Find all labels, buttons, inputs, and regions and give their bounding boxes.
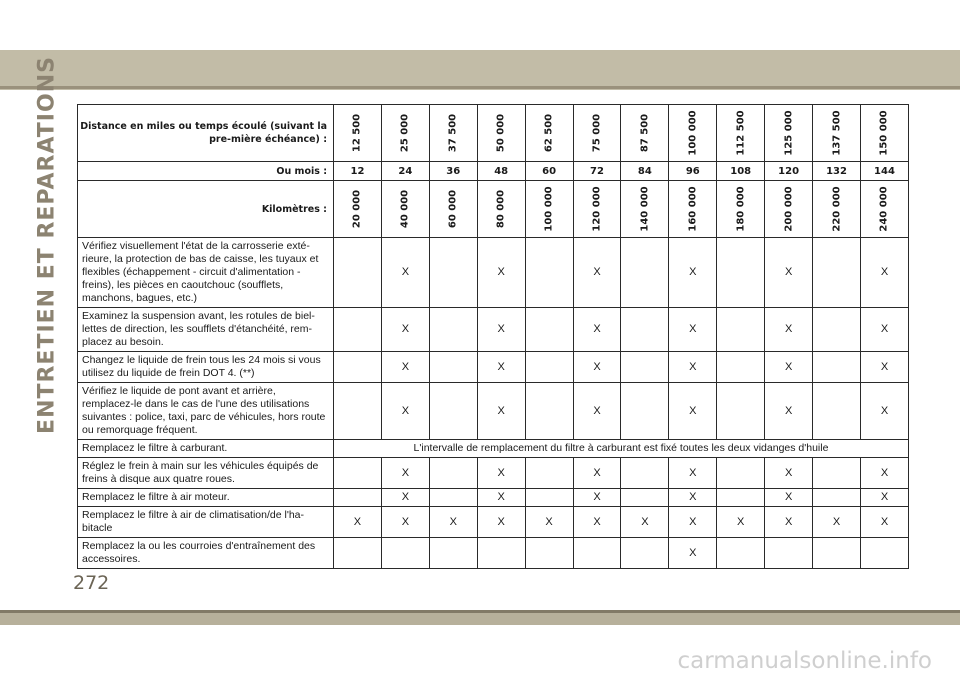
interval-mark: X [765, 458, 813, 489]
table-row [78, 538, 909, 569]
bottom-band-rule [0, 610, 960, 613]
interval-mark [621, 352, 669, 383]
interval-mark [621, 538, 669, 569]
interval-mark: X [765, 238, 813, 308]
interval-mark [621, 489, 669, 507]
interval-mark [621, 238, 669, 308]
miles-header-row-cell [525, 105, 573, 162]
months-value: 144 [860, 162, 908, 181]
interval-mark [717, 308, 765, 352]
interval-mark [525, 489, 573, 507]
interval-mark [860, 538, 908, 569]
interval-mark: X [477, 458, 525, 489]
km-header-row-label: Kilomètres : [78, 181, 334, 238]
miles-header-row [78, 105, 909, 162]
interval-mark [813, 458, 861, 489]
km-header-row-cell [573, 181, 621, 238]
interval-mark [525, 308, 573, 352]
interval-mark [621, 308, 669, 352]
miles-header-row-cell [860, 105, 908, 162]
months-value: 36 [429, 162, 477, 181]
top-band [0, 50, 960, 90]
interval-mark [334, 238, 382, 308]
interval-mark [334, 352, 382, 383]
interval-mark [717, 458, 765, 489]
interval-mark: X [381, 352, 429, 383]
interval-mark [525, 238, 573, 308]
interval-mark: X [860, 458, 908, 489]
task-description: Vérifiez visuellement l'état de la carrosserie exté-rieure, la protection de bas de caisse, les tuyaux et flexibles (échappement - circuit d'alimentation - freins), les pièces en caoutchouc (soufflets, manchons, bagues, etc.) [78, 238, 334, 308]
months-value: 48 [477, 162, 525, 181]
miles-header-row-cell [334, 105, 382, 162]
km-header-row-value: 120 000 [591, 186, 603, 232]
km-header-row-value: 200 000 [783, 186, 795, 232]
interval-mark: X [573, 489, 621, 507]
km-header-row-value: 240 000 [878, 186, 890, 232]
km-header-row-value: 180 000 [735, 186, 747, 232]
interval-mark: X [381, 308, 429, 352]
km-header-row-cell [621, 181, 669, 238]
interval-mark [573, 538, 621, 569]
interval-mark: X [669, 308, 717, 352]
months-value: 84 [621, 162, 669, 181]
km-header-row-value: 80 000 [495, 189, 507, 229]
miles-header-row-label: Distance en miles ou temps écoulé (suivant la pre-mière échéance) : [78, 105, 334, 162]
interval-mark [429, 458, 477, 489]
task-description: Remplacez la ou les courroies d'entraînement des accessoires. [78, 538, 334, 569]
km-header-row-cell [813, 181, 861, 238]
miles-header-row-cell [477, 105, 525, 162]
task-description: Vérifiez le liquide de pont avant et arrière, remplacez-le dans le cas de l'une des utilisations suivantes : police, taxi, parc de véhicules, hors route ou remorquage fréquent. [78, 383, 334, 440]
interval-mark [334, 458, 382, 489]
miles-header-row-value: 50 000 [495, 113, 507, 153]
interval-mark [334, 489, 382, 507]
interval-mark: X [765, 352, 813, 383]
interval-mark [429, 538, 477, 569]
interval-mark: X [477, 489, 525, 507]
table-row [78, 440, 909, 458]
interval-mark [813, 489, 861, 507]
page-number: 272 [73, 572, 110, 594]
interval-mark [717, 489, 765, 507]
interval-mark: X [669, 383, 717, 440]
interval-mark: X [669, 507, 717, 538]
interval-mark [813, 352, 861, 383]
interval-mark: X [573, 308, 621, 352]
interval-mark: X [717, 507, 765, 538]
km-header-row-cell [334, 181, 382, 238]
interval-mark [813, 238, 861, 308]
km-header-row-cell [669, 181, 717, 238]
months-value: 108 [717, 162, 765, 181]
interval-mark: X [477, 507, 525, 538]
table-row [78, 458, 909, 489]
interval-mark: X [334, 507, 382, 538]
months-value: 60 [525, 162, 573, 181]
miles-header-row-value: 37 500 [447, 113, 459, 153]
interval-mark [813, 538, 861, 569]
interval-mark: X [669, 238, 717, 308]
months-value: 24 [381, 162, 429, 181]
interval-mark [717, 238, 765, 308]
section-side-title-text: ENTRETIEN ET REPARATIONS [34, 56, 60, 434]
km-header-row-cell [717, 181, 765, 238]
interval-mark [765, 538, 813, 569]
km-header-row [78, 181, 909, 238]
months-value: 96 [669, 162, 717, 181]
table-row [78, 238, 909, 308]
interval-mark [717, 352, 765, 383]
interval-mark: X [429, 507, 477, 538]
km-header-row-cell [381, 181, 429, 238]
km-header-row-value: 40 000 [399, 189, 411, 229]
miles-header-row-value: 25 000 [399, 113, 411, 153]
miles-header-row-value: 137 500 [831, 110, 843, 156]
interval-mark: X [573, 458, 621, 489]
interval-mark: X [669, 352, 717, 383]
table-row [78, 308, 909, 352]
interval-mark: X [477, 308, 525, 352]
section-side-title [34, 56, 60, 434]
interval-mark: X [765, 308, 813, 352]
interval-mark: X [525, 507, 573, 538]
interval-mark: X [477, 352, 525, 383]
interval-mark [429, 489, 477, 507]
interval-mark [813, 308, 861, 352]
km-header-row-value: 160 000 [687, 186, 699, 232]
months-value: 120 [765, 162, 813, 181]
months-header-row [78, 162, 909, 181]
miles-header-row-value: 100 000 [687, 110, 699, 156]
months-value: 12 [334, 162, 382, 181]
fuel-filter-note: L'intervalle de remplacement du filtre à carburant est fixé toutes les deux vidanges d'huile [334, 440, 909, 458]
interval-mark: X [813, 507, 861, 538]
interval-mark [717, 383, 765, 440]
interval-mark: X [860, 352, 908, 383]
interval-mark: X [621, 507, 669, 538]
maintenance-schedule-table [77, 104, 909, 569]
interval-mark: X [860, 507, 908, 538]
km-header-row-value: 220 000 [831, 186, 843, 232]
interval-mark: X [381, 238, 429, 308]
table-row [78, 489, 909, 507]
interval-mark [429, 352, 477, 383]
interval-mark [717, 538, 765, 569]
interval-mark [429, 308, 477, 352]
interval-mark [477, 538, 525, 569]
interval-mark: X [669, 458, 717, 489]
miles-header-row-cell [813, 105, 861, 162]
interval-mark [334, 383, 382, 440]
km-header-row-cell [765, 181, 813, 238]
months-value: 72 [573, 162, 621, 181]
months-value: 132 [813, 162, 861, 181]
interval-mark: X [573, 238, 621, 308]
miles-header-row-cell [381, 105, 429, 162]
interval-mark [334, 308, 382, 352]
interval-mark [381, 538, 429, 569]
watermark: carmanualsonline.info [677, 648, 932, 674]
interval-mark: X [477, 238, 525, 308]
table-row [78, 507, 909, 538]
interval-mark: X [573, 352, 621, 383]
miles-header-row-cell [717, 105, 765, 162]
interval-mark: X [669, 489, 717, 507]
task-description: Remplacez le filtre à air de climatisation/de l'ha-bitacle [78, 507, 334, 538]
km-header-row-value: 100 000 [543, 186, 555, 232]
interval-mark: X [381, 507, 429, 538]
miles-header-row-value: 62 500 [543, 113, 555, 153]
miles-header-row-cell [669, 105, 717, 162]
interval-mark: X [765, 489, 813, 507]
interval-mark [621, 458, 669, 489]
miles-header-row-value: 112 500 [735, 110, 747, 156]
table-row [78, 383, 909, 440]
interval-mark: X [765, 383, 813, 440]
table-row [78, 352, 909, 383]
miles-header-row-value: 150 000 [878, 110, 890, 156]
interval-mark: X [573, 507, 621, 538]
km-header-row-value: 20 000 [351, 189, 363, 229]
km-header-row-cell [477, 181, 525, 238]
miles-header-row-value: 75 000 [591, 113, 603, 153]
interval-mark [525, 383, 573, 440]
task-description: Réglez le frein à main sur les véhicules équipés de freins à disque aux quatre roues. [78, 458, 334, 489]
miles-header-row-cell [621, 105, 669, 162]
interval-mark [429, 238, 477, 308]
interval-mark: X [860, 238, 908, 308]
interval-mark [429, 383, 477, 440]
months-header-row-label: Ou mois : [78, 162, 334, 181]
top-band-rule [0, 86, 960, 89]
interval-mark [621, 383, 669, 440]
km-header-row-cell [429, 181, 477, 238]
interval-mark: X [381, 489, 429, 507]
km-header-row-cell [860, 181, 908, 238]
interval-mark: X [860, 383, 908, 440]
interval-mark: X [765, 507, 813, 538]
interval-mark [525, 458, 573, 489]
miles-header-row-value: 125 000 [783, 110, 795, 156]
km-header-row-cell [525, 181, 573, 238]
interval-mark: X [669, 538, 717, 569]
miles-header-row-cell [429, 105, 477, 162]
miles-header-row-value: 12 500 [351, 113, 363, 153]
interval-mark: X [860, 308, 908, 352]
interval-mark [813, 383, 861, 440]
task-description: Remplacez le filtre à carburant. [78, 440, 334, 458]
miles-header-row-cell [573, 105, 621, 162]
interval-mark: X [860, 489, 908, 507]
interval-mark: X [381, 458, 429, 489]
interval-mark: X [573, 383, 621, 440]
interval-mark [334, 538, 382, 569]
interval-mark [525, 352, 573, 383]
km-header-row-value: 60 000 [447, 189, 459, 229]
interval-mark: X [381, 383, 429, 440]
task-description: Examinez la suspension avant, les rotules de biel-lettes de direction, les soufflets d'étanchéité, rem-placez au besoin. [78, 308, 334, 352]
km-header-row-value: 140 000 [639, 186, 651, 232]
miles-header-row-cell [765, 105, 813, 162]
interval-mark: X [477, 383, 525, 440]
interval-mark [525, 538, 573, 569]
task-description: Changez le liquide de frein tous les 24 mois si vous utilisez du liquide de frein DOT 4. (**) [78, 352, 334, 383]
miles-header-row-value: 87 500 [639, 113, 651, 153]
task-description: Remplacez le filtre à air moteur. [78, 489, 334, 507]
